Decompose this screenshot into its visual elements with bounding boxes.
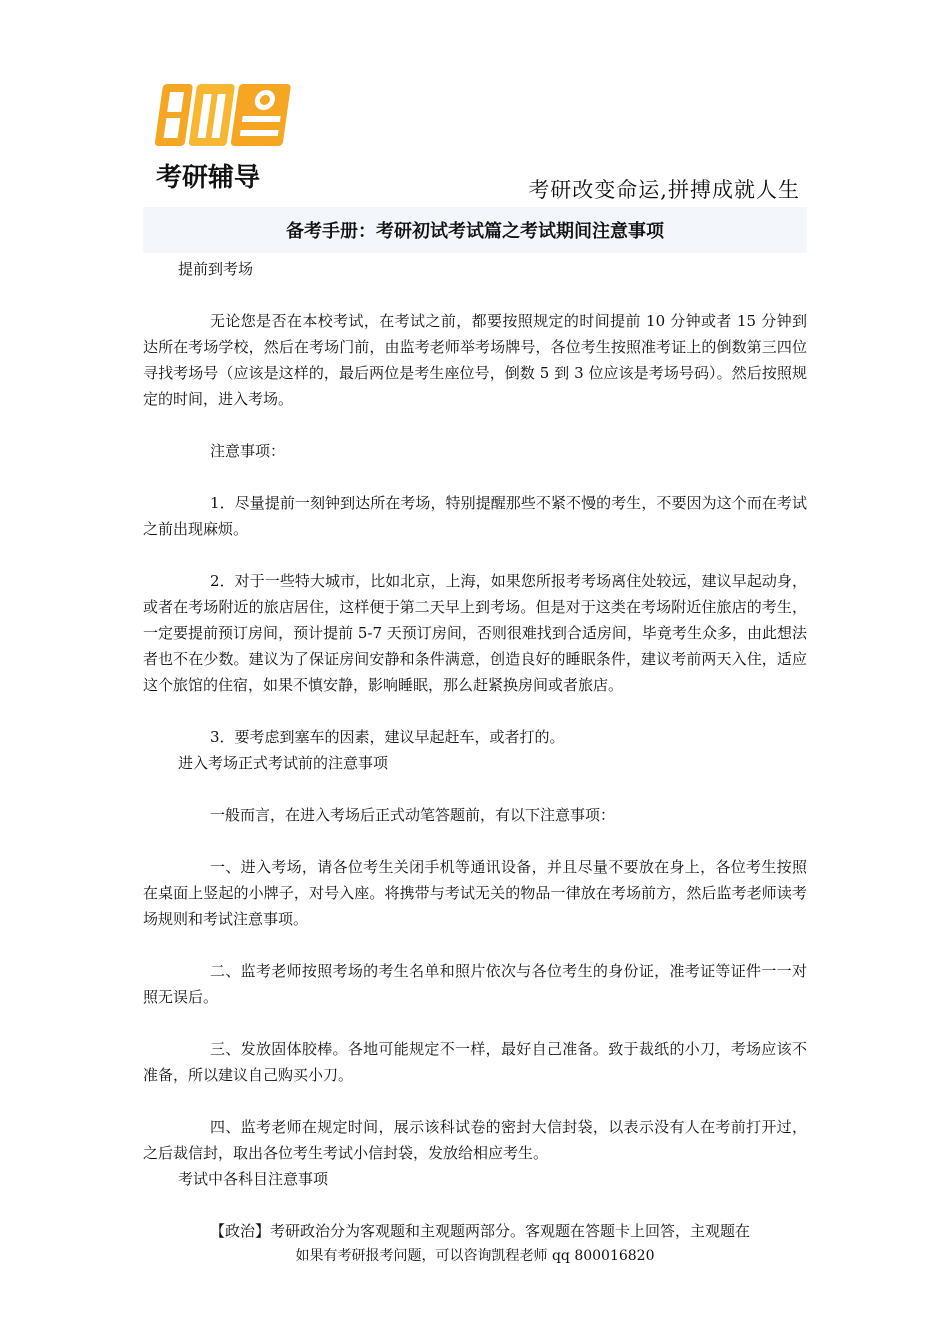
paragraph: 无论您是否在本校考试，在考试之前，都要按照规定的时间提前 10 分钟或者 15 分钟到达所在考场学校，然后在考场门前，由监考老师举考场牌号，各位考生按照准考证上的倒数第三四位寻找考场号（应该是这样的，最后两位是考生座位号，倒数 5 到 3 位应该是考场号码）。然后按照规定的时间，进入考场。 [143,312,807,408]
list-item: 一、进入考场，请各位考生关闭手机等通讯设备，并且尽量不要放在身上，各位考生按照在桌面上竖起的小牌子，对号入座。将携带与考试无关的物品一律放在考场前方，然后监考老师读考场规则和考试注意事项。 [143,858,807,928]
list-item: 1．尽量提前一刻钟到达所在考场，特别提醒那些不紧不慢的考生，不要因为这个而在考试之前出现麻烦。 [143,494,807,538]
footer-contact: 如果有考研报考问题，可以咨询凯程老师 qq 800016820 [295,1248,655,1264]
page-title: 备考手册：考研初试考试篇之考试期间注意事项 [286,221,664,242]
list-item: 二、监考老师按照考场的考生名单和照片依次与各位考生的身份证，准考证等证件一一对照无误后。 [143,962,807,1006]
logo-subtitle: 考研辅导 [156,163,261,193]
slogan: 考研改变命运,拼搏成就人生 [528,178,800,202]
list-item: 三、发放固体胶棒。各地可能规定不一样，最好自己准备。致于裁纸的小刀，考场应该不准备，所以建议自己购买小刀。 [143,1040,807,1084]
paragraph: 【政治】考研政治分为客观题和主观题两部分。客观题在答题卡上回答，主观题在 [210,1222,751,1240]
document-body [143,256,807,1244]
logo-graphic [150,78,300,196]
kaicheng-logo [150,78,300,196]
paragraph: 一般而言，在进入考场后正式动笔答题前，有以下注意事项： [210,806,616,824]
section-heading: 进入考场正式考试前的注意事项 [178,754,389,772]
list-item: 四、监考老师在规定时间，展示该科试卷的密封大信封袋，以表示没有人在考前打开过，之后裁信封，取出各位考生考试小信封袋，发放给相应考生。 [143,1118,807,1162]
list-item: 2．对于一些特大城市，比如北京，上海，如果您所报考考场离住处较远，建议早起动身，或者在考场附近的旅店居住，这样便于第二天早上到考场。但是对于这类在考场附近住旅店的考生，一定要提前预订房间，预计提前 5-7 天预订房间，否则很难找到合适房间，毕竟考生众多，由此想法者也不在少数。建议为了保证房间安静和条件满意，创造良好的睡眠条件，建议考前两天入住，适应这个旅馆的住宿，如果不慎安静，影响睡眠，那么赶紧换房间或者旅店。 [143,572,807,694]
list-item: 3．要考虑到塞车的因素，建议早起赶车，或者打的。 [210,728,565,746]
title-bar [143,207,807,253]
section-heading: 提前到考场 [178,260,254,278]
section-heading: 考试中各科目注意事项 [178,1170,329,1188]
paragraph: 注意事项： [210,442,286,460]
